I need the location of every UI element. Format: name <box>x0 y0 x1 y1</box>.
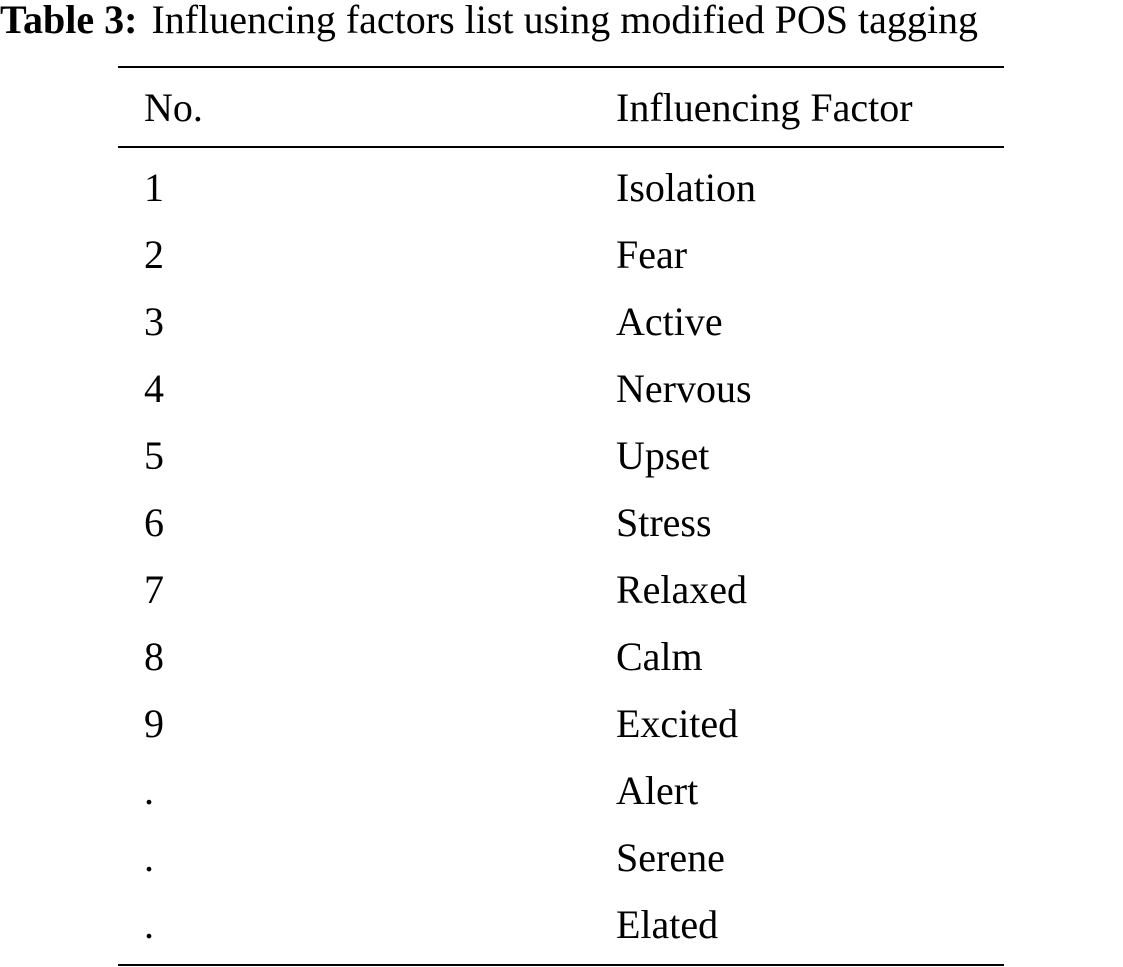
table-row <box>118 154 1004 221</box>
row-factor: Relaxed <box>616 567 748 612</box>
row-factor: Alert <box>616 768 699 813</box>
row-number: 4 <box>144 366 164 411</box>
table-row <box>118 891 1004 958</box>
table-bottom-rule <box>118 964 1004 966</box>
row-number: 1 <box>144 165 164 210</box>
row-number: 8 <box>144 634 164 679</box>
table-row <box>118 824 1004 891</box>
row-factor: Elated <box>616 902 719 947</box>
row-number: 3 <box>144 299 164 344</box>
column-header-influencing-factor: Influencing Factor <box>616 85 913 130</box>
row-factor: Serene <box>616 835 725 880</box>
table-caption <box>0 0 1123 46</box>
row-factor: Stress <box>616 500 712 545</box>
table-row <box>118 422 1004 489</box>
row-number: 9 <box>144 701 164 746</box>
row-number: 6 <box>144 500 164 545</box>
row-number: 5 <box>144 433 164 478</box>
row-number: 2 <box>144 232 164 277</box>
row-factor: Calm <box>616 634 703 679</box>
table-row <box>118 221 1004 288</box>
row-number: . <box>144 835 154 880</box>
table-row <box>118 623 1004 690</box>
table-row <box>118 288 1004 355</box>
row-number: . <box>144 768 154 813</box>
table-header-rule <box>118 146 1004 148</box>
table-caption-text: Influencing factors list using modified POS tagging <box>151 0 979 42</box>
table-header-row <box>118 74 1004 141</box>
row-number: 7 <box>144 567 164 612</box>
table-row <box>118 556 1004 623</box>
table-caption-label: Table 3: <box>0 0 138 42</box>
row-factor: Active <box>616 299 723 344</box>
row-factor: Upset <box>616 433 710 478</box>
row-number: . <box>144 902 154 947</box>
table-row <box>118 757 1004 824</box>
table-top-rule <box>118 66 1004 68</box>
row-factor: Isolation <box>616 165 756 210</box>
row-factor: Excited <box>616 701 739 746</box>
row-factor: Fear <box>616 232 688 277</box>
row-factor: Nervous <box>616 366 752 411</box>
column-header-no: No. <box>144 85 203 130</box>
table-row <box>118 355 1004 422</box>
table-row <box>118 690 1004 757</box>
table-row <box>118 489 1004 556</box>
